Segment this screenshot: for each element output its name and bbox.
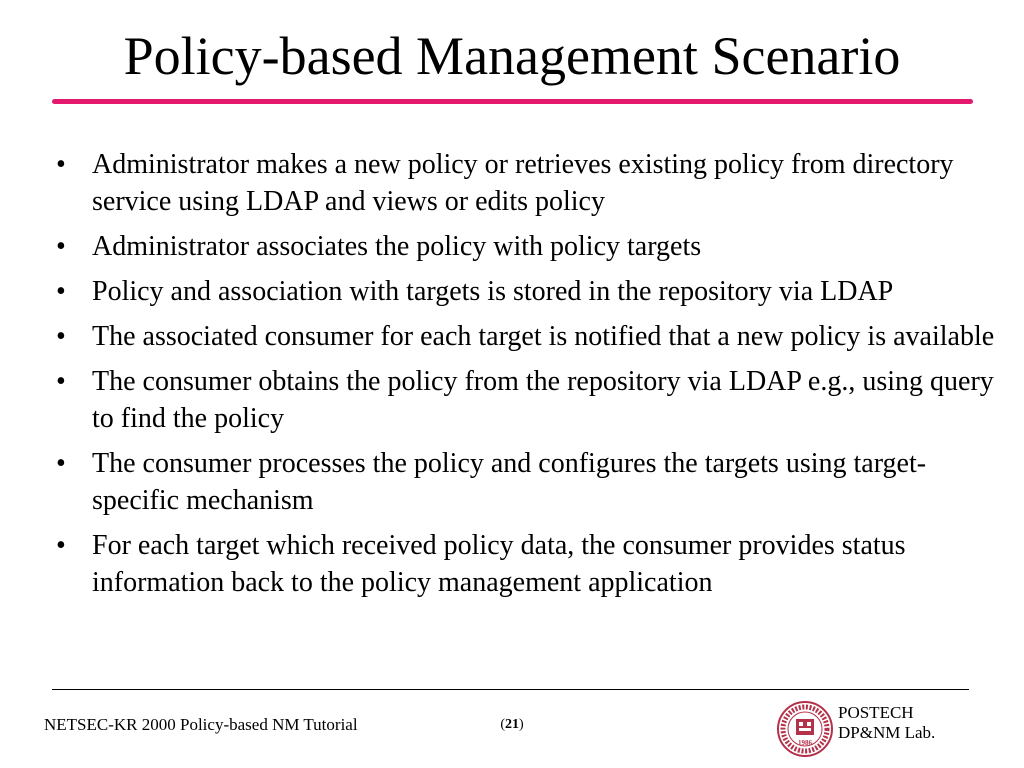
footer-course-title: NETSEC-KR 2000 Policy-based NM Tutorial	[44, 715, 358, 734]
bullet-text: The consumer processes the policy and configures the targets using target-specific mechanism	[92, 448, 927, 516]
bullet-icon: •	[56, 530, 66, 561]
bullet-text: The consumer obtains the policy from the repository via LDAP e.g., using query to find the policy	[92, 366, 994, 434]
bullet-item	[52, 363, 1007, 437]
lab-name-line2: DP&NM Lab.	[838, 723, 936, 742]
bullet-icon: •	[56, 231, 66, 262]
seal-year: 1986	[798, 739, 812, 747]
bullet-text: Policy and association with targets is stored in the repository via LDAP	[92, 276, 894, 307]
bullet-item	[52, 445, 1007, 519]
title-underline	[52, 99, 973, 104]
bullet-text: The associated consumer for each target is notified that a new policy is available	[92, 321, 995, 352]
bullet-icon: •	[56, 366, 66, 397]
bullet-icon: •	[56, 276, 66, 307]
bullet-icon: •	[56, 321, 66, 352]
bullet-text: Administrator associates the policy with policy targets	[92, 231, 702, 262]
bullet-item	[52, 318, 1007, 355]
slide-title: Policy-based Management Scenario	[123, 26, 901, 86]
university-seal-icon	[776, 700, 834, 758]
page-number-value: 21	[505, 717, 519, 732]
bullet-text: For each target which received policy data, the consumer provides status information back to the policy management application	[92, 530, 906, 598]
bullet-list	[52, 146, 1007, 609]
bullet-icon: •	[56, 448, 66, 479]
seal-emblem	[796, 719, 814, 735]
seal-emblem-detail	[807, 722, 811, 726]
page-number-open: (	[500, 717, 505, 732]
seal-emblem-detail	[799, 728, 811, 731]
seal-emblem-detail	[799, 722, 803, 726]
bullet-item	[52, 228, 1007, 265]
lab-name	[838, 703, 935, 743]
bullet-item	[52, 527, 1007, 601]
page-number-close: )	[519, 717, 524, 732]
bullet-icon: •	[56, 149, 66, 180]
footer-divider	[52, 689, 969, 690]
bullet-item	[52, 146, 1007, 220]
lab-name-line1: POSTECH	[838, 703, 914, 722]
bullet-text: Administrator makes a new policy or retrieves existing policy from directory service using LDAP and views or edits policy	[92, 149, 954, 217]
bullet-item	[52, 273, 1007, 310]
